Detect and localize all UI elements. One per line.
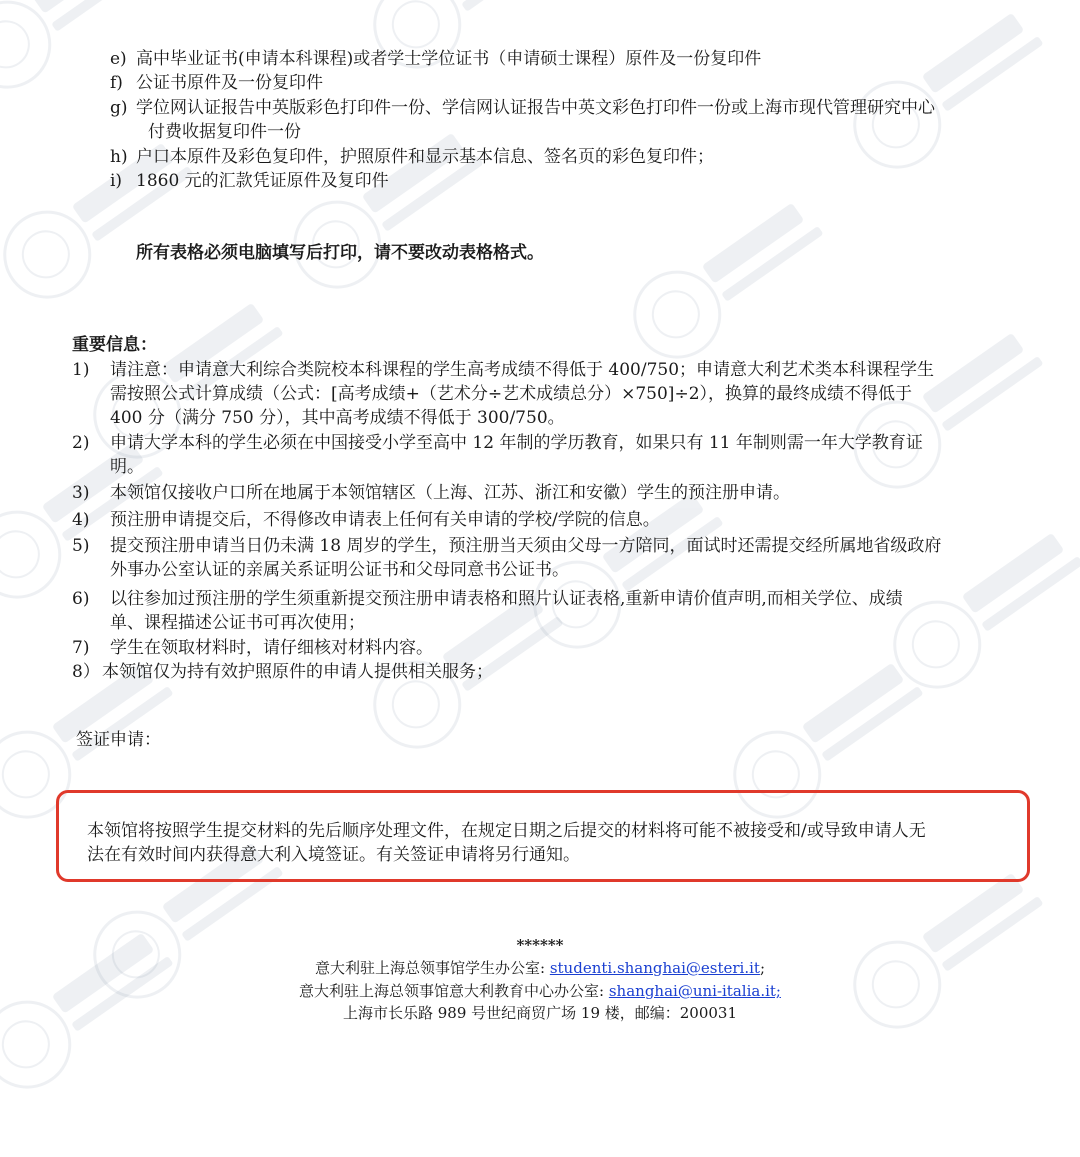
list-item-text: 本领馆仅为持有效护照原件的申请人提供相关服务； <box>102 662 493 682</box>
footer-edu-center <box>0 979 1080 1003</box>
student-office-email-link[interactable]: studenti.shanghai@esteri.it <box>549 959 760 977</box>
list-item-text: 明。 <box>110 457 144 477</box>
footer-separator: ****** <box>516 936 564 954</box>
visa-heading: 签证申请： <box>76 730 161 750</box>
list-marker: i) <box>110 171 123 191</box>
student-office-label: 意大利驻上海总领事馆学生办公室: <box>314 959 546 977</box>
list-item-text: 提交预注册申请当日仍未满 18 周岁的学生，预注册当天须由父母一方陪同，面试时还需提交经所属地省级政府 <box>110 536 942 556</box>
list-marker: e) <box>110 49 127 69</box>
edu-center-label: 意大利驻上海总领事馆意大利教育中心办公室: <box>299 982 605 1000</box>
list-marker: f) <box>110 73 123 93</box>
list-item-text: 以往参加过预注册的学生须重新提交预注册申请表格和照片认证表格,重新申请价值声明,而相关学位、成绩 <box>110 589 903 609</box>
section-heading: 重要信息： <box>72 335 157 355</box>
list-marker: 8） <box>72 662 100 682</box>
list-item-text: 单、课程描述公证书可再次使用； <box>110 613 365 633</box>
list-item-text: 高中毕业证书(申请本科课程)或者学士学位证书（申请硕士课程）原件及一份复印件 <box>136 49 762 69</box>
list-marker: 5) <box>72 536 90 556</box>
list-item-text: 400 分（满分 750 分），其中高考成绩不得低于 300/750。 <box>110 408 565 428</box>
visa-notice-text: 本领馆将按照学生提交材料的先后顺序处理文件，在规定日期之后提交的材料将可能不被接受和/或导致申请人无 <box>87 821 926 841</box>
list-item-text: 请注意：申请意大利综合类院校本科课程的学生高考成绩不得低于 400/750；申请意大利艺术类本科课程学生 <box>110 360 935 380</box>
footer-student-office <box>0 956 1080 980</box>
student-office-suffix: ; <box>759 959 766 977</box>
list-item-text: 学位网认证报告中英版彩色打印件一份、学信网认证报告中英文彩色打印件一份或上海市现代管理研究中心 <box>136 98 935 118</box>
list-item-text: 预注册申请提交后，不得修改申请表上任何有关申请的学校/学院的信息。 <box>110 510 660 530</box>
footer-address: 上海市长乐路 989 号世纪商贸广场 19 楼，邮编：200031 <box>342 1004 738 1022</box>
list-item-text: 付费收据复印件一份 <box>148 122 301 142</box>
list-item-text: 学生在领取材料时，请仔细核对材料内容。 <box>110 638 433 658</box>
list-item-text: 1860 元的汇款凭证原件及复印件 <box>136 171 389 191</box>
visa-notice-text: 法在有效时间内获得意大利入境签证。有关签证申请将另行通知。 <box>87 845 580 865</box>
list-item-text: 本领馆仅接收户口所在地属于本领馆辖区（上海、江苏、浙江和安徽）学生的预注册申请。 <box>110 483 790 503</box>
list-marker: g) <box>110 98 128 118</box>
list-marker: 4) <box>72 510 90 530</box>
visa-notice-box <box>56 790 1030 882</box>
list-item-text: 公证书原件及一份复印件 <box>136 73 323 93</box>
list-marker: 6) <box>72 589 90 609</box>
list-marker: 2) <box>72 433 90 453</box>
list-marker: 3) <box>72 483 90 503</box>
list-marker: h) <box>110 147 128 167</box>
form-notice: 所有表格必须电脑填写后打印，请不要改动表格格式。 <box>136 243 544 263</box>
list-item-text: 外事办公室认证的亲属关系证明公证书和父母同意书公证书。 <box>110 560 569 580</box>
list-item-text: 需按照公式计算成绩（公式：[高考成绩+（艺术分÷艺术成绩总分）×750]÷2），换算的最终成绩不得低于 <box>110 384 913 404</box>
edu-center-email-link[interactable]: shanghai@uni-italia.it; <box>608 982 781 1000</box>
list-marker: 1) <box>72 360 90 380</box>
list-item-text: 申请大学本科的学生必须在中国接受小学至高中 12 年制的学历教育，如果只有 11 年制则需一年大学教育证 <box>110 433 923 453</box>
list-item-text: 户口本原件及彩色复印件，护照原件和显示基本信息、签名页的彩色复印件； <box>136 147 714 167</box>
list-marker: 7) <box>72 638 90 658</box>
